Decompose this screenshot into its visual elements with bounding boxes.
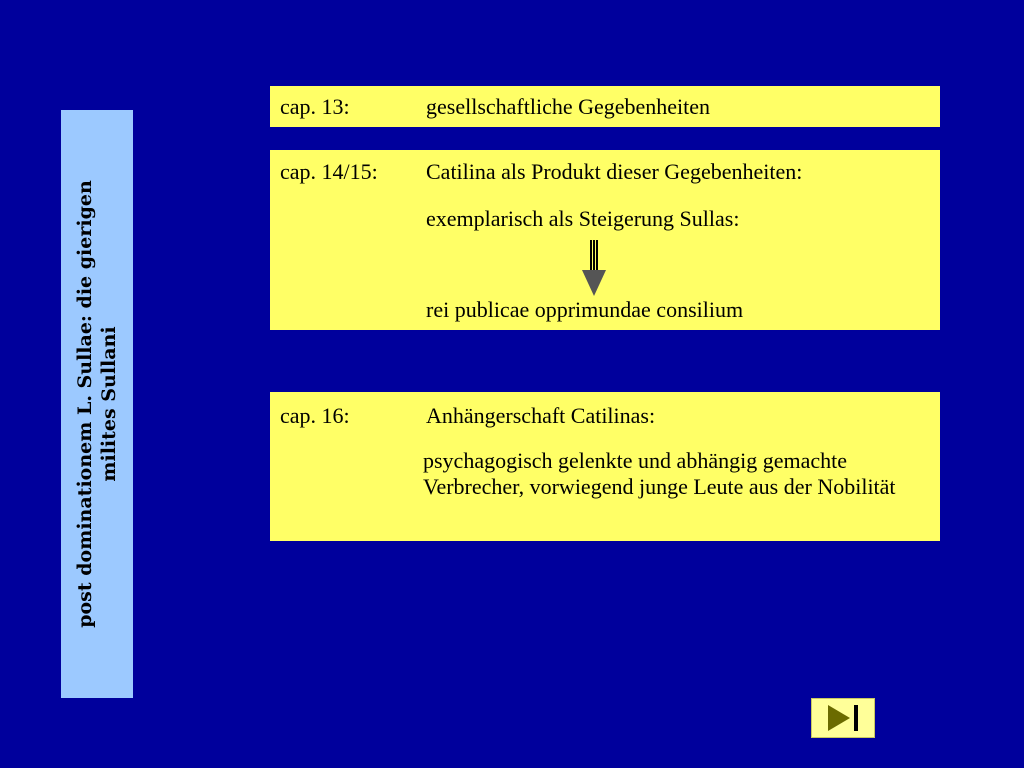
sidebar-title [73,114,121,694]
box-cap-16 [270,392,940,541]
box-text: exemplarisch als Steigerung Sullas: [426,206,740,231]
down-arrow-icon [582,240,606,296]
sidebar-title-line-1: post dominationem L. Sullae: die gierigen [74,180,96,628]
box-text: rei publicae opprimundae consilium [426,297,744,322]
cap-label: cap. 16: [280,403,350,428]
cap-label: cap. 14/15: [280,159,378,184]
box-heading-suffix: : [649,403,656,428]
cap-label: cap. 13: [280,94,350,119]
box-text: gesellschaftliche Gegebenheiten [426,94,711,119]
skip-to-end-button[interactable] [811,698,875,738]
box-text: Catilina als Produkt dieser Gegebenheiten: [426,159,803,184]
box-cap-14-15 [270,150,940,330]
box-heading-text: Anhängerschaft Catilinas [426,403,649,428]
box-cap-13 [270,86,940,127]
box-paragraph: psychagogisch gelenkte und abhängig gemachte Verbrecher, vorwiegend junge Leute aus der Nobilität [423,448,896,499]
skip-to-end-icon [812,699,874,737]
sidebar-title-line-2: milites Sullani [98,326,120,482]
box-heading [426,403,655,429]
